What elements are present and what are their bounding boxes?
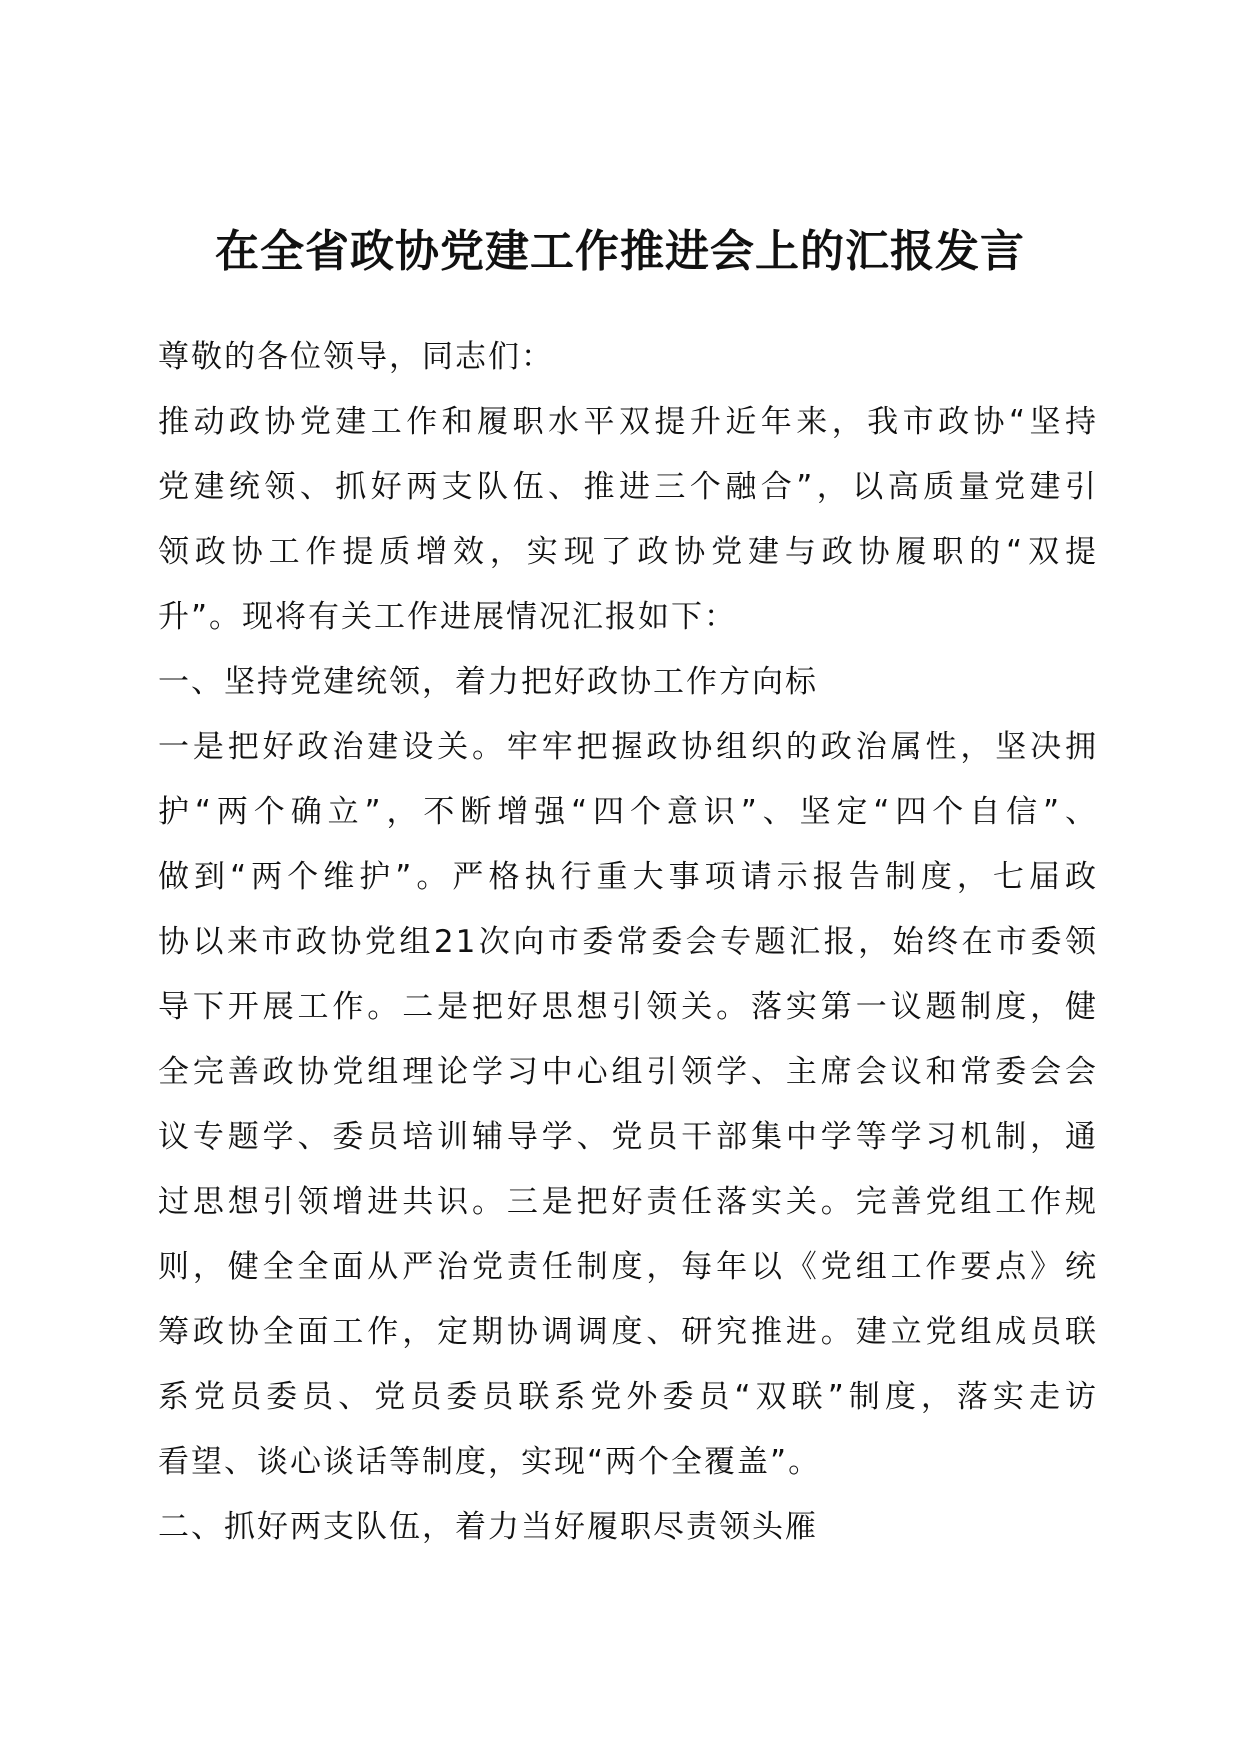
paragraph-line: 则，健全全面从严治党责任制度，每年以《党组工作要点》统 bbox=[158, 1249, 1098, 1285]
paragraph-line: 推动政协党建工作和履职水平双提升近年来，我市政协“坚持 bbox=[158, 404, 1098, 440]
paragraph-line: 协以来市政协党组21次向市委常委会专题汇报，始终在市委领 bbox=[158, 924, 1098, 960]
section-heading-2: 二、抓好两支队伍，着力当好履职尽责领头雁 bbox=[158, 1509, 818, 1545]
paragraph-line: 领政协工作提质增效，实现了政协党建与政协履职的“双提 bbox=[158, 534, 1098, 570]
paragraph-line: 看望、谈心谈话等制度，实现“两个全覆盖”。 bbox=[158, 1444, 822, 1480]
paragraph-line: 导下开展工作。二是把好思想引领关。落实第一议题制度，健 bbox=[158, 989, 1098, 1025]
document-body bbox=[158, 325, 1098, 1560]
paragraph-line: 全完善政协党组理论学习中心组引领学、主席会议和常委会会 bbox=[158, 1054, 1098, 1090]
paragraph-line: 筹政协全面工作，定期协调调度、研究推进。建立党组成员联 bbox=[158, 1314, 1098, 1350]
salutation-line: 尊敬的各位领导，同志们： bbox=[158, 339, 554, 375]
paragraph-line: 护“两个确立”，不断增强“四个意识”、坚定“四个自信”、 bbox=[158, 794, 1098, 830]
paragraph-line: 升”。现将有关工作进展情况汇报如下： bbox=[158, 599, 738, 635]
paragraph-line: 党建统领、抓好两支队伍、推进三个融合”，以高质量党建引 bbox=[158, 469, 1098, 505]
paragraph-line: 系党员委员、党员委员联系党外委员“双联”制度，落实走访 bbox=[158, 1379, 1098, 1415]
section-heading-1: 一、坚持党建统领，着力把好政协工作方向标 bbox=[158, 664, 818, 700]
paragraph-line: 一是把好政治建设关。牢牢把握政协组织的政治属性，坚决拥 bbox=[158, 729, 1098, 765]
paragraph-line: 做到“两个维护”。严格执行重大事项请示报告制度，七届政 bbox=[158, 859, 1098, 895]
paragraph-line: 过思想引领增进共识。三是把好责任落实关。完善党组工作规 bbox=[158, 1184, 1098, 1220]
document-title: 在全省政协党建工作推进会上的汇报发言 bbox=[215, 226, 1025, 277]
paragraph-line: 议专题学、委员培训辅导学、党员干部集中学等学习机制，通 bbox=[158, 1119, 1098, 1155]
